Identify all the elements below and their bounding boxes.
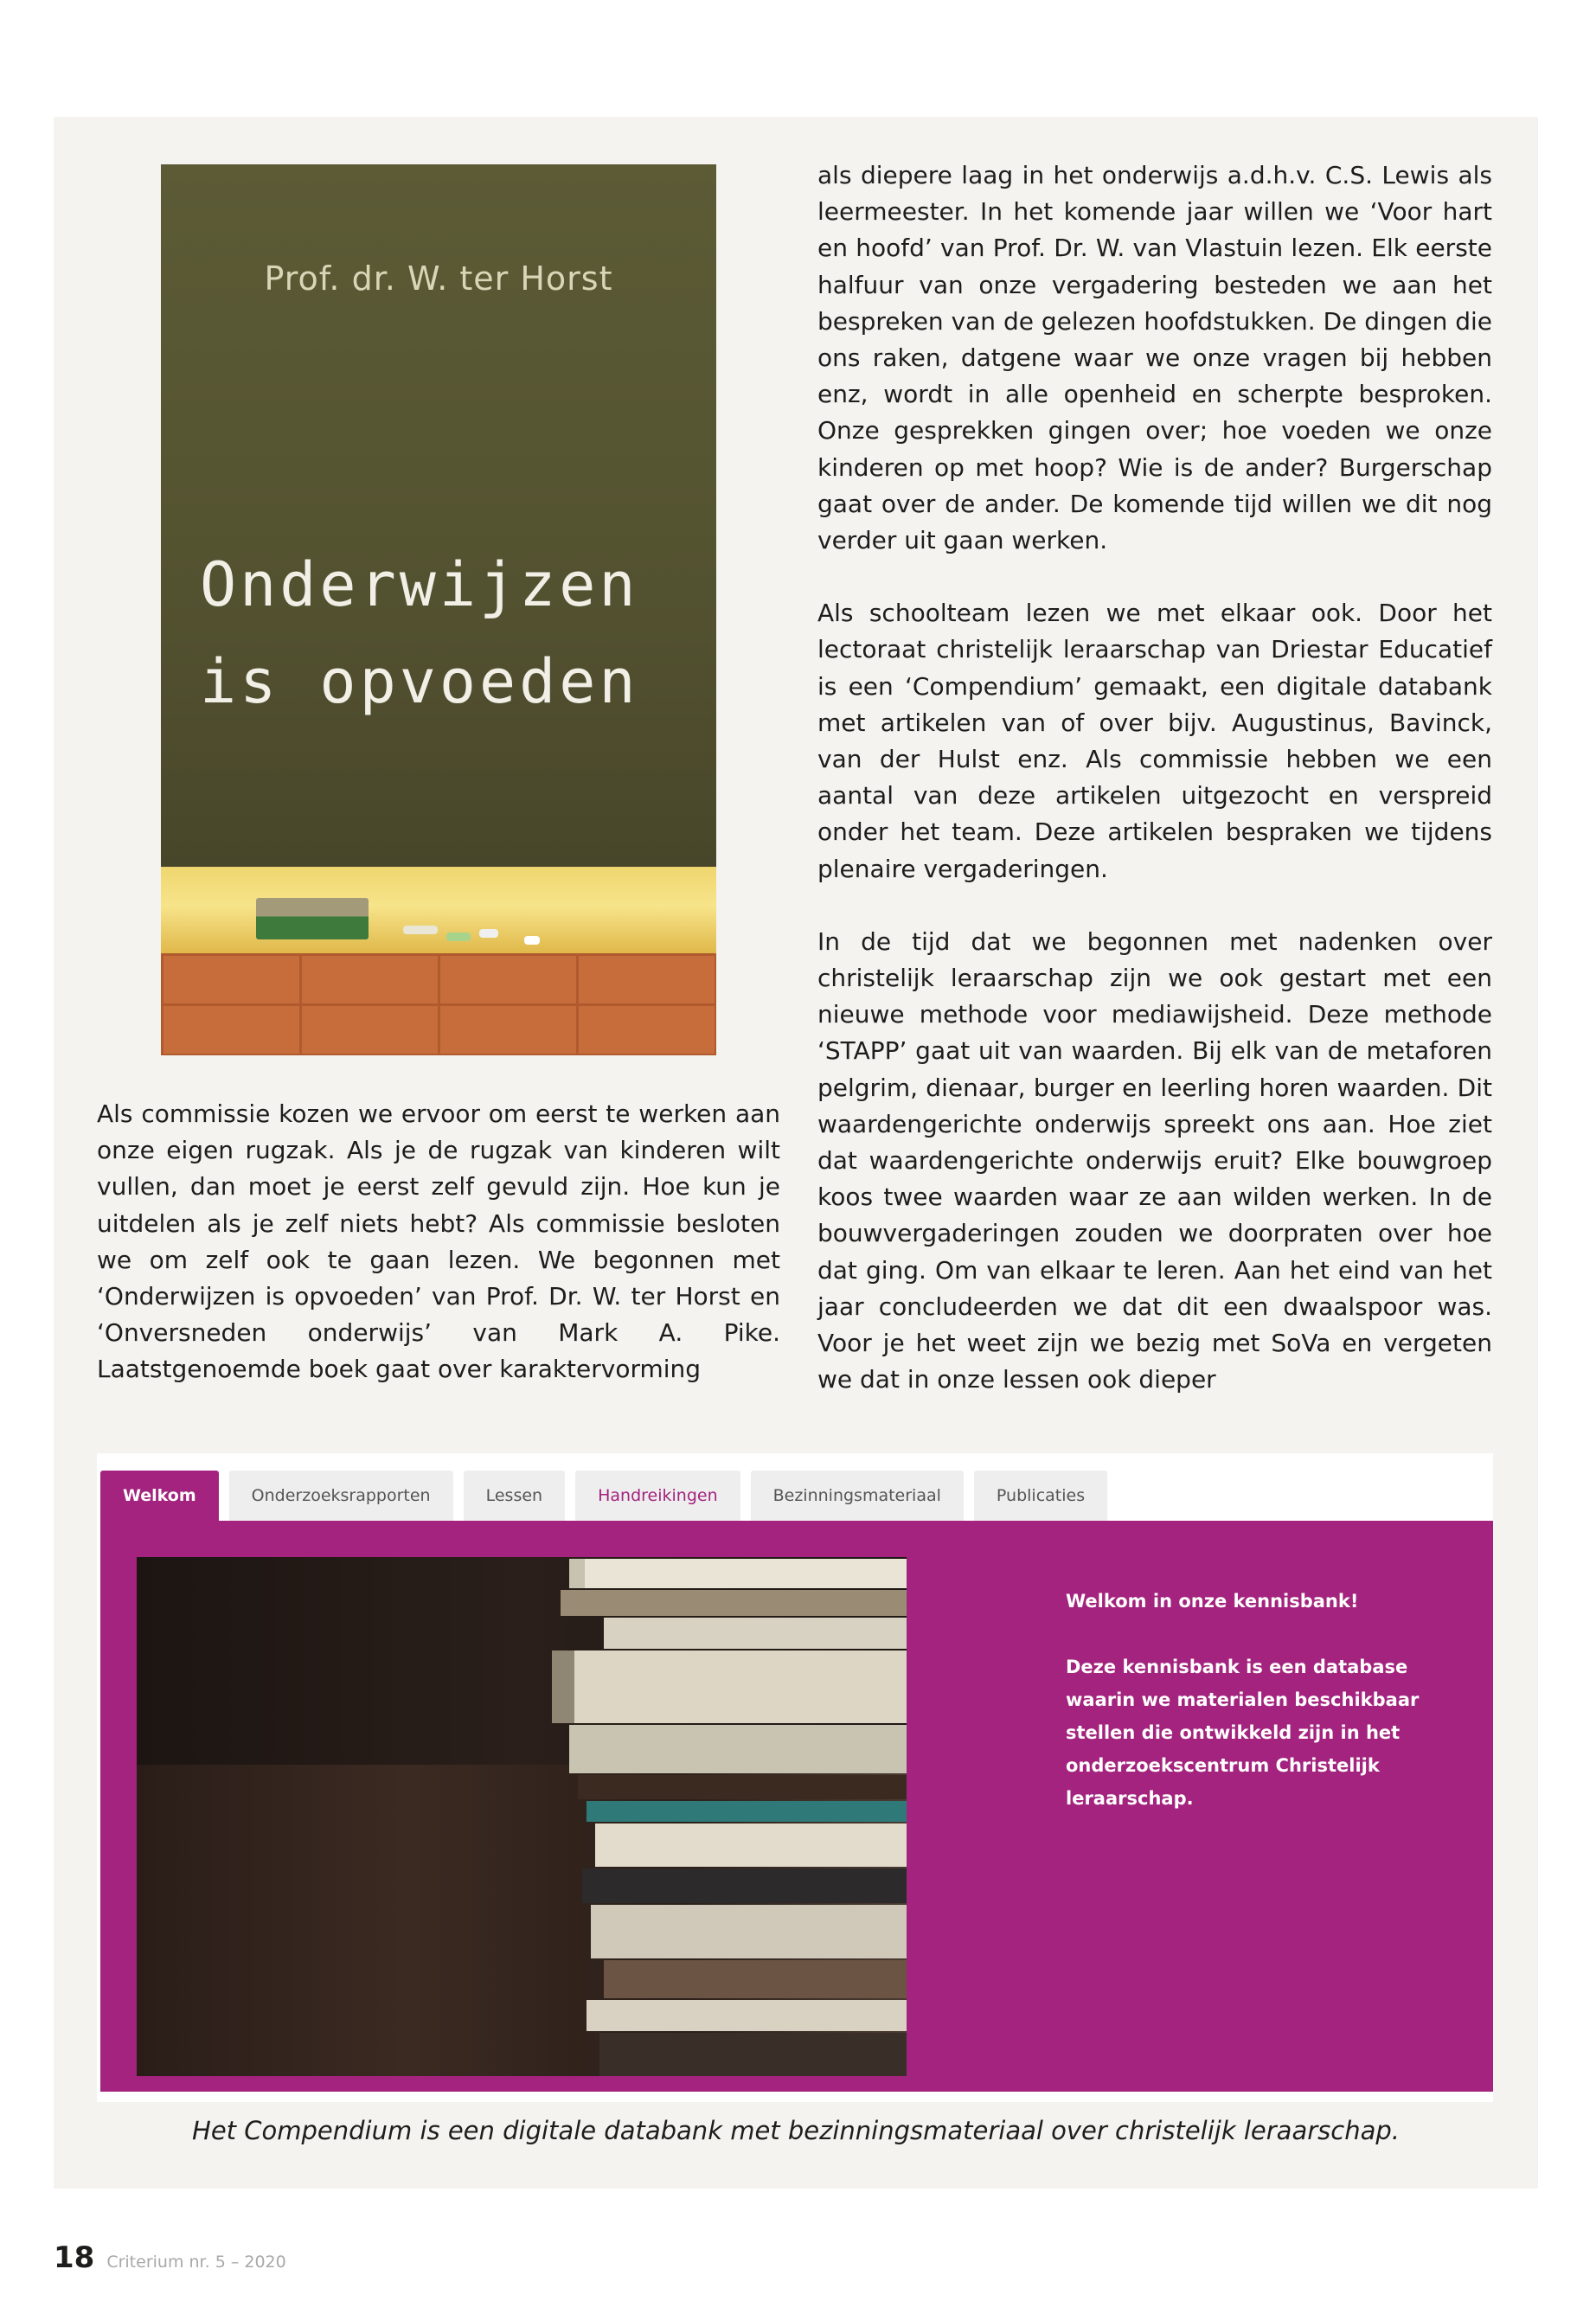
book bbox=[569, 1725, 907, 1773]
chalk-piece bbox=[403, 926, 438, 934]
book-title-line-2: is opvoeden bbox=[200, 646, 639, 717]
book-stack-illustration bbox=[137, 1557, 907, 2076]
book-title bbox=[200, 536, 684, 730]
book bbox=[586, 1801, 907, 1822]
article-paragraph: In de tijd dat we begonnen met nadenken over christelijk leraarschap zijn we ook gestart met een nieuwe methode voor mediawijsheid. Deze methode ‘STAPP’ gaat uit van waarden. Bij elk van de metaforen pelgrim, dienaar, burger en leerling horen waarden. Dit waardengerichte onderwijs spreekt ons aan. Hoe ziet dat waardengerichte onderwijs eruit? Elke bouwgroep koos twee waarden waar ze aan wilden werken. In de bouwvergaderingen zouden we doorpraten over hoe dat ging. Om van elkaar te leren. Aan het eind van het jaar concludeerden we dat dit een dwaalspoor was. Voor je het weet zijn we bezig met SoVa en vergeten we dat in onze lessen ook dieper bbox=[817, 926, 1492, 1394]
eraser bbox=[256, 898, 369, 939]
book bbox=[578, 1775, 907, 1799]
books-photo bbox=[137, 1557, 907, 2076]
book bbox=[591, 1905, 907, 1958]
book bbox=[595, 1823, 907, 1867]
welcome-description: Deze kennisbank is een database waarin we materialen beschikbaar stellen die ontwikkeld zijn in het onderzoekscentrum Christelijk leraarschap. bbox=[1066, 1657, 1420, 1809]
tab-lessen[interactable]: Lessen bbox=[464, 1471, 565, 1521]
website-content-area bbox=[100, 1521, 1493, 2092]
book-spine bbox=[552, 1650, 574, 1723]
welcome-text-block bbox=[1066, 1585, 1446, 1848]
book-cover-image bbox=[161, 164, 716, 1055]
chalk-ledge bbox=[161, 867, 716, 953]
book bbox=[552, 1650, 907, 1723]
article-column-left bbox=[97, 1096, 780, 1388]
article-paragraph: Als commissie kozen we ervoor om eerst te werken aan onze eigen rugzak. Als je de rugzak van kinderen wilt vullen, dan moet je eerst zelf gevuld zijn. Hoe kun je uitdelen als je zelf niets hebt? Als commissie besloten we om zelf ook te gaan lezen. We begonnen met ‘Onderwijzen is opvoeden’ van Prof. Dr. W. ter Horst en ‘Onversneden onderwijs’ van Mark A. Pike. Laatstgenoemde boek gaat over karaktervorming bbox=[97, 1099, 780, 1384]
figure-caption: Het Compendium is een digitale databank met bezinningsmateriaal over christelijk leraarschap. bbox=[192, 2116, 1400, 2145]
book bbox=[604, 1618, 907, 1649]
book bbox=[561, 1590, 907, 1616]
tab-bezinningsmateriaal[interactable]: Bezinningsmateriaal bbox=[751, 1471, 964, 1521]
book bbox=[586, 2000, 907, 2031]
book bbox=[569, 1559, 907, 1588]
chalk-piece bbox=[446, 933, 471, 941]
page-footer bbox=[54, 2240, 286, 2275]
website-tab-bar bbox=[100, 1471, 1107, 1521]
article-column-right bbox=[817, 157, 1492, 1399]
article-paragraph: als diepere laag in het onderwijs a.d.h.v. C.S. Lewis als leermeester. In het komende jaar willen we ‘Voor hart en hoofd’ van Prof. Dr. W. van Vlastuin lezen. Elk eerste halfuur van onze vergadering besteden we aan het bespreken van de gelezen hoofdstukken. De dingen die ons raken, datgene waar we onze vragen bij hebben enz, wordt in alle openheid en scherpte besproken. Onze gesprekken gingen over; hoe voeden we onze kinderen op met hoop? Wie is de ander? Burgerschap gaat over de ander. De komende tijd willen we dit nog verder uit gaan werken. bbox=[817, 161, 1492, 555]
article-paragraph: Als schoolteam lezen we met elkaar ook. Door het lectoraat christelijk leraarschap van Driestar Educatief is een ‘Compendium’ gemaakt, een digitale databank met artikelen van of over bijv. Augustinus, Bavinck, van der Hulst enz. Als commissie hebben we een aantal van deze artikelen uitgezocht en verspreid onder het team. Deze artikelen bespraken we tijdens plenaire vergaderingen. bbox=[817, 599, 1492, 883]
page-number: 18 bbox=[54, 2240, 95, 2275]
magazine-issue: Criterium nr. 5 – 2020 bbox=[106, 2253, 286, 2272]
book bbox=[599, 2033, 907, 2076]
tab-welkom[interactable]: Welkom bbox=[100, 1471, 219, 1521]
chalk-piece bbox=[524, 936, 540, 945]
tab-handreikingen[interactable]: Handreikingen bbox=[575, 1471, 740, 1521]
book-author: Prof. dr. W. ter Horst bbox=[264, 260, 613, 298]
tab-onderzoeksrapporten[interactable]: Onderzoeksrapporten bbox=[229, 1471, 453, 1521]
compendium-website-screenshot bbox=[97, 1453, 1493, 2102]
book bbox=[604, 1960, 907, 1998]
chalk-piece bbox=[479, 929, 498, 938]
brick-wall bbox=[161, 953, 716, 1055]
book bbox=[582, 1868, 907, 1903]
tab-publicaties[interactable]: Publicaties bbox=[974, 1471, 1107, 1521]
book-title-line-1: Onderwijzen bbox=[200, 549, 639, 620]
welcome-heading: Welkom in onze kennisbank! bbox=[1066, 1591, 1359, 1612]
book-spine bbox=[569, 1559, 585, 1588]
